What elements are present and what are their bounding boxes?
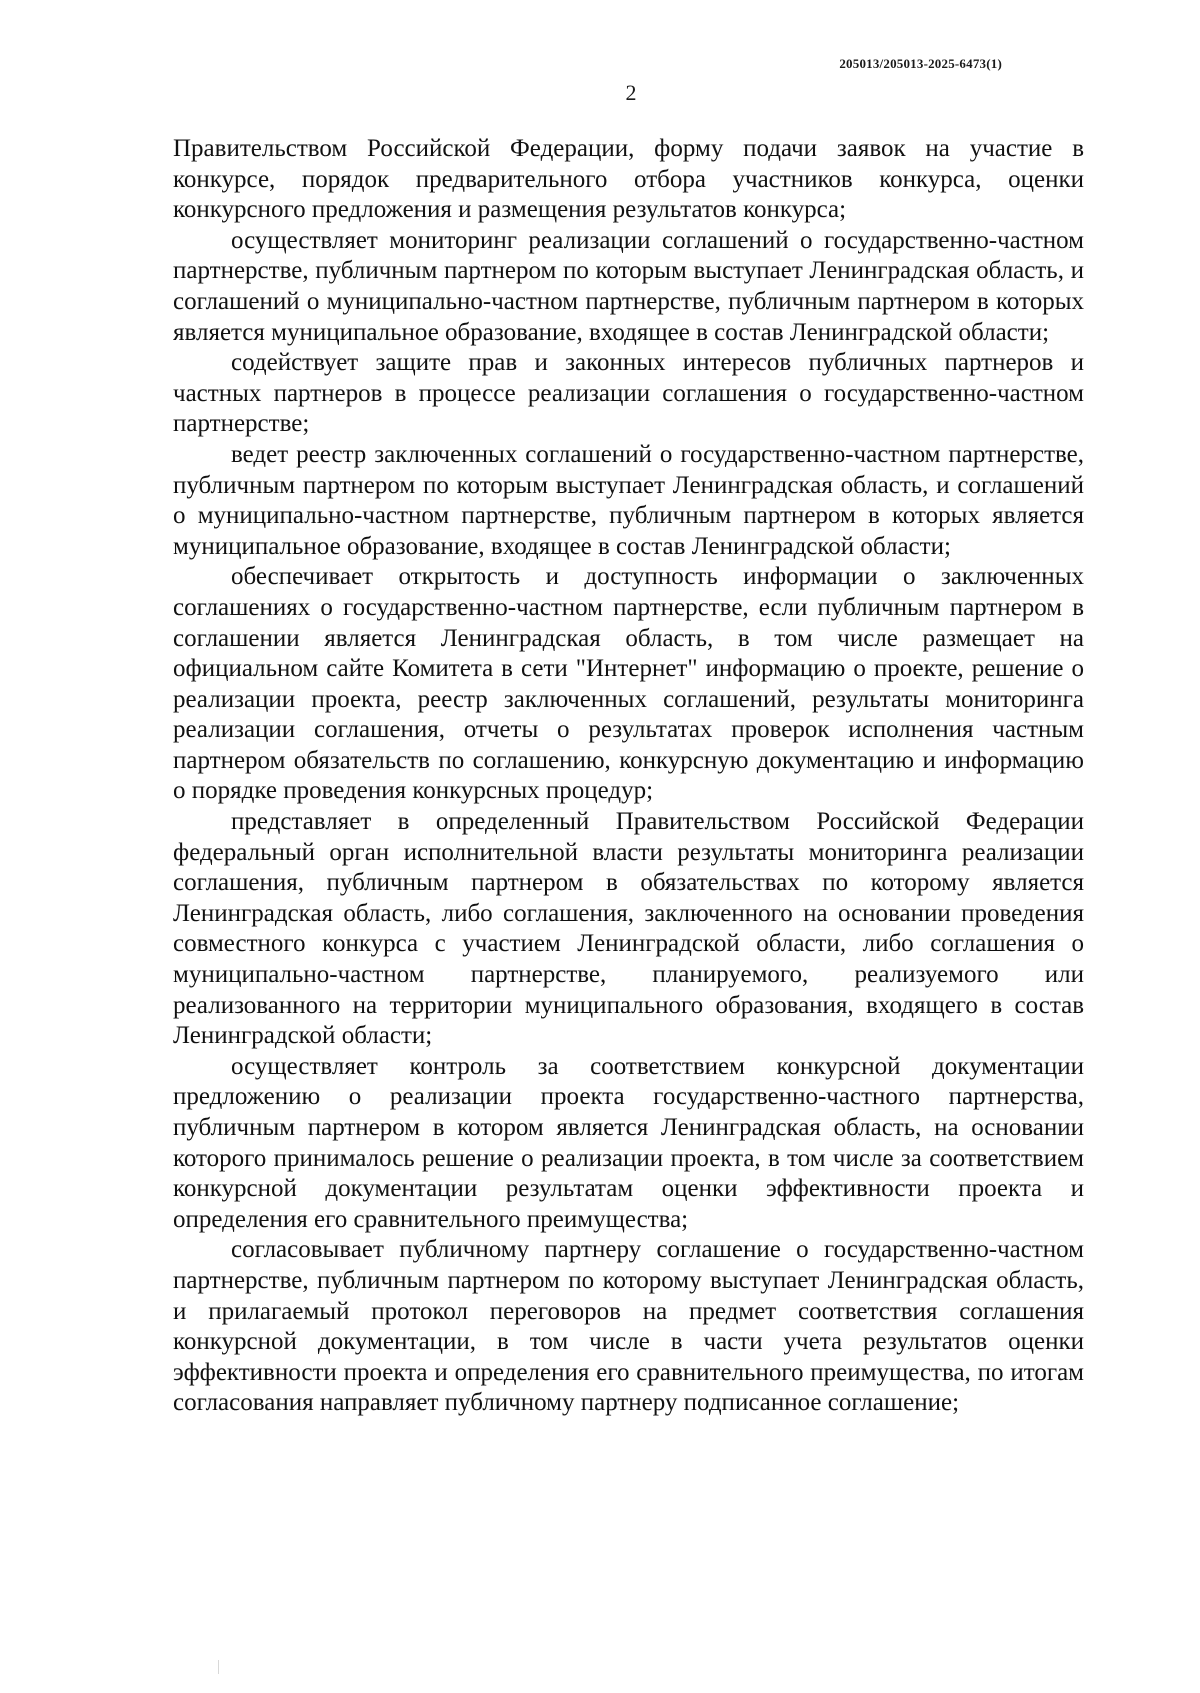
paragraph-registry: ведет реестр заключенных соглашений о государственно-частном партнерстве, публичным партнером по которым выступает Ленинградская область, и соглашений о муниципально-частном партнерстве, публичным партнером в которых является муниципальное образование, входящее в состав Ленинградской области; [173,440,1084,560]
paragraph-approval: согласовывает публичному партнеру соглашение о государственно-частном партнерстве, публичным партнером по которому выступает Ленинградская область, и прилагаемый протокол переговоров на предмет соответствия соглашения конкурсной документации, в том числе в части учета результатов оценки эффективности проекта и определения его сравнительного преимущества, по итогам согласования направляет публичному партнеру подписанное соглашение; [173,1236,1084,1417]
paragraph-continuation: Правительством Российской Федерации, форму подачи заявок на участие в конкурсе, порядок предварительного отбора участников конкурса, оценки конкурсного предложения и размещения результатов конкурса; [173,135,1084,224]
paragraph-reporting: представляет в определенный Правительством Российской Федерации федеральный орган исполнительной власти результаты мониторинга реализации соглашения, публичным партнером в обязательствах по которому является Ленинградская область, либо соглашения, заключенного на основании проведения совместного конкурса с участием Ленинградской области, либо соглашения о муниципально-частном партнерстве, планируемого, реализуемого или реализованного на территории муниципального образования, входящего в состав Ленинградской области; [173,808,1084,1050]
page-number: 2 [625,80,637,105]
paragraph-control: осуществляет контроль за соответствием конкурсной документации предложению о реализации проекта государственно-частного партнерства, публичным партнером в котором является Ленинградская область, на основании которого принималось решение о реализации проекта, в том числе за соответствием конкурсной документации результатам оценки эффективности проекта и определения его сравнительного преимущества; [173,1052,1084,1233]
paragraph-monitoring: осуществляет мониторинг реализации соглашений о государственно-частном партнерстве, публичным партнером по которым выступает Ленинградская область, и соглашений о муниципально-частном партнерстве, публичным партнером в которых является муниципальное образование, входящее в состав Ленинградской области; [173,226,1084,346]
document-registration-number: 205013/205013-2025-6473(1) [839,56,1002,71]
paragraph-transparency: обеспечивает открытость и доступность информации о заключенных соглашениях о государственно-частном партнерстве, если публичным партнером в соглашении является Ленинградская область, в том числе размещает на официальном сайте Комитета в сети "Интернет" информацию о проекте, решение о реализации проекта, реестр заключенных соглашений, результаты мониторинга реализации соглашения, отчеты о результатах проверок исполнения частным партнером обязательств по соглашению, конкурсную документацию и информацию о порядке проведения конкурсных процедур; [173,563,1084,805]
scan-artifact [218,1660,219,1674]
paragraph-rights-protection: содействует защите прав и законных интересов публичных партнеров и частных партнеров в процессе реализации соглашения о государственно-частном партнерстве; [173,349,1084,438]
document-body [173,134,1084,1419]
